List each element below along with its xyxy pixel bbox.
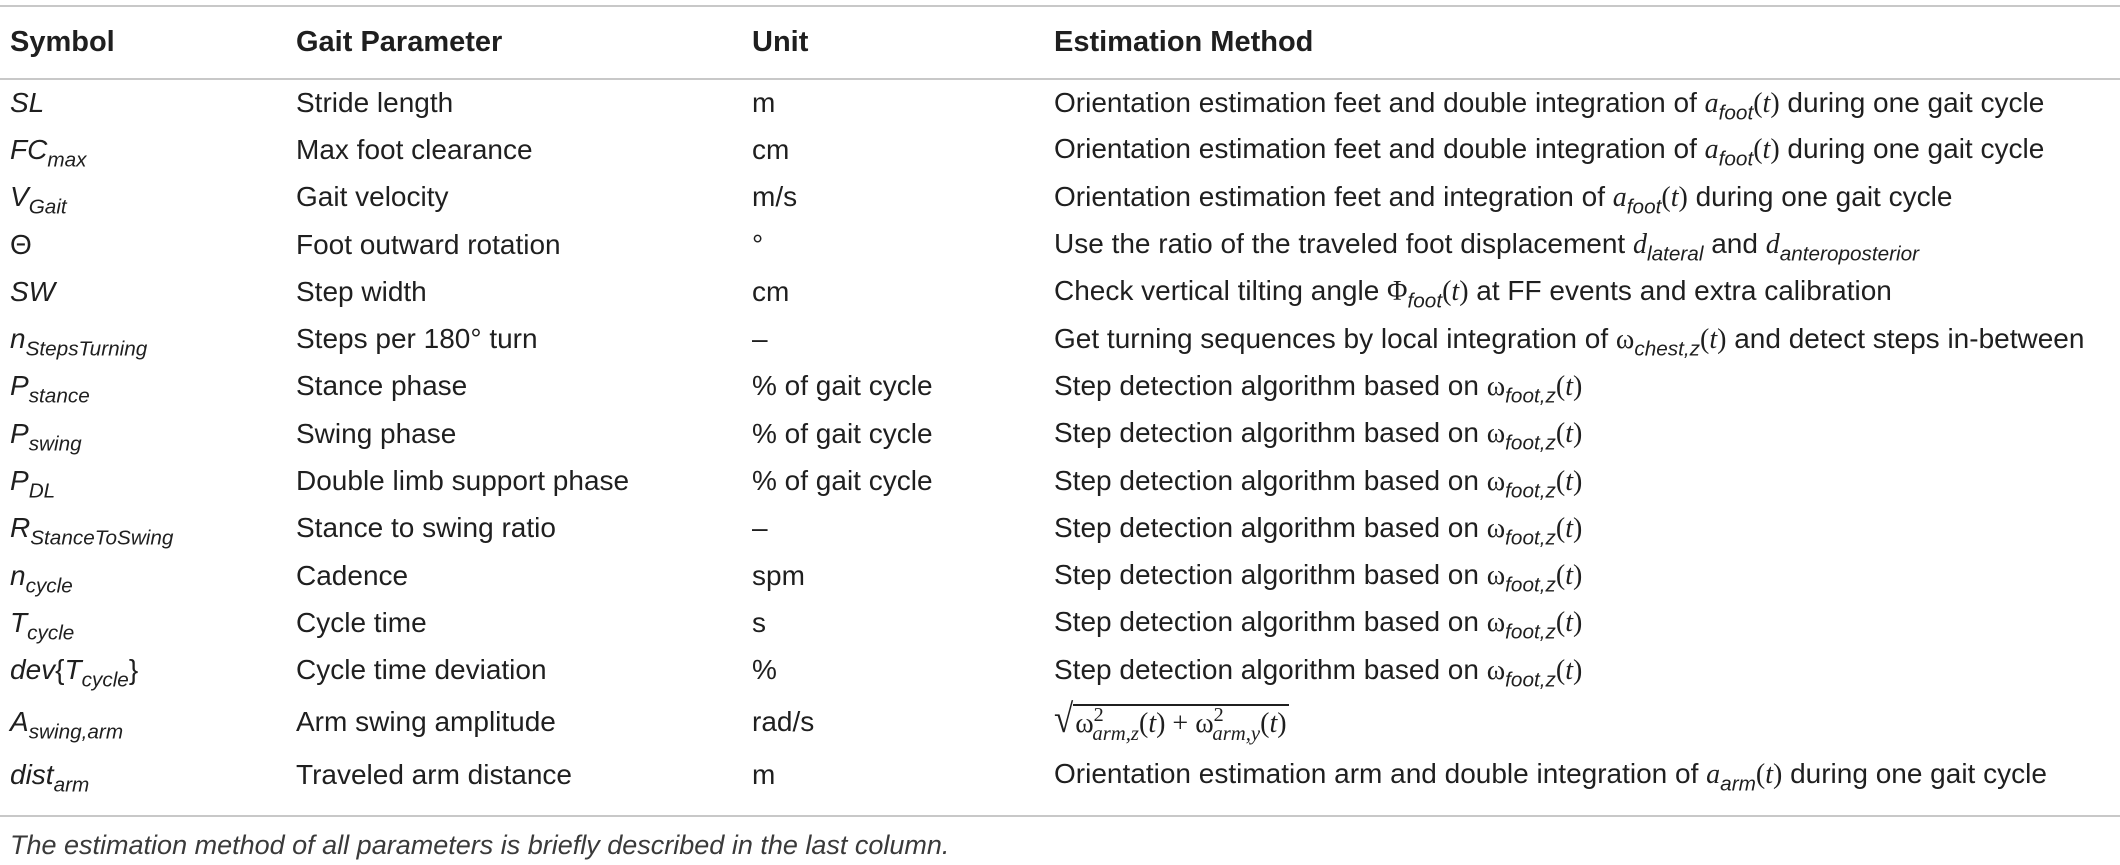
cell-unit: rad/s	[752, 706, 815, 738]
gait-parameter-table	[0, 5, 2120, 798]
header-gait-parameter: Gait Parameter	[296, 26, 503, 58]
table-row	[0, 79, 2120, 126]
cell-unit: –	[752, 512, 768, 544]
cell-symbol: $V_{Gait}$	[10, 181, 67, 219]
table-row	[0, 363, 2120, 410]
cell-estimation-method: Step detection algorithm based on $\omega_{foot,z}(t)$	[1054, 464, 1583, 502]
cell-estimation-method: Step detection algorithm based on $\omega_{foot,z}(t)$	[1054, 369, 1583, 408]
table-row	[0, 126, 2120, 173]
table-row	[0, 315, 2120, 362]
cell-unit: % of gait cycle	[752, 417, 933, 449]
cell-symbol: $dev\{T_{cycle}\}$	[10, 654, 139, 692]
cell-gait-parameter: Cycle time deviation	[296, 654, 547, 686]
table-row	[0, 457, 2120, 504]
cell-unit: m	[752, 87, 776, 119]
table-row	[0, 599, 2120, 646]
cell-symbol: $n_{cycle}$	[10, 559, 73, 597]
cell-symbol: $n_{StepsTurning}$	[10, 323, 148, 361]
table-footnote: The estimation method of all parameters is briefly described in the last column.	[10, 830, 950, 860]
cell-symbol: $P_{swing}$	[10, 417, 82, 455]
table-row	[0, 647, 2120, 694]
cell-estimation-method: Get turning sequences by local integration of $\omega_{chest,z}(t)$ and detect steps in-between	[1054, 322, 2085, 360]
table-row	[0, 410, 2120, 457]
cell-symbol: $P_{stance}$	[10, 370, 90, 408]
cell-unit: °	[752, 228, 764, 260]
cell-gait-parameter: Steps per 180° turn	[296, 323, 538, 355]
cell-gait-parameter: Gait velocity	[296, 181, 449, 213]
table-header-row	[0, 6, 2120, 79]
cell-estimation-method: Check vertical tilting angle $\Phi_{foot}(t)$ at FF events and extra calibration	[1054, 275, 1892, 313]
cell-unit: s	[752, 606, 766, 638]
cell-estimation-method: Orientation estimation arm and double integration of $a_{arm}(t)$ during one gait cycle	[1054, 758, 2047, 796]
table-row	[0, 505, 2120, 552]
cell-estimation-method: Use the ratio of the traveled foot displacement $d_{lateral}$ and $d_{anteroposterior}$	[1054, 228, 1920, 266]
table-body	[0, 79, 2120, 798]
table-row	[0, 268, 2120, 315]
cell-symbol: SW	[10, 275, 56, 307]
table-row	[0, 552, 2120, 599]
cell-estimation-method: Step detection algorithm based on $\omega_{foot,z}(t)$	[1054, 417, 1583, 455]
cell-gait-parameter: Stance to swing ratio	[296, 512, 556, 544]
cell-gait-parameter: Stride length	[296, 87, 454, 119]
cell-unit: m/s	[752, 181, 798, 213]
table-row	[0, 694, 2120, 751]
header-symbol: Symbol	[10, 26, 115, 58]
cell-estimation-method: Step detection algorithm based on $\omega_{foot,z}(t)$	[1054, 511, 1583, 550]
cell-gait-parameter: Stance phase	[296, 370, 468, 402]
cell-unit: cm	[752, 275, 790, 307]
cell-gait-parameter: Traveled arm distance	[296, 758, 572, 790]
table-row	[0, 751, 2120, 798]
cell-estimation-method: √ $\omega^2_{arm,z}(t) + \omega^2_{arm,y}(t)$	[1054, 696, 1287, 745]
cell-symbol: $R_{StanceToSwing}$	[10, 512, 174, 550]
gait-parameter-table-container	[0, 5, 2120, 798]
cell-unit: %	[752, 654, 777, 686]
cell-unit: spm	[752, 559, 805, 591]
cell-estimation-method: Step detection algorithm based on $\omega_{foot,z}(t)$	[1054, 559, 1583, 597]
cell-unit: cm	[752, 133, 790, 165]
cell-symbol: $A_{swing,arm}$	[10, 706, 124, 744]
table-row	[0, 174, 2120, 221]
cell-symbol: Θ	[10, 228, 32, 260]
cell-gait-parameter: Step width	[296, 275, 427, 307]
cell-gait-parameter: Swing phase	[296, 417, 457, 449]
cell-gait-parameter: Cycle time	[296, 606, 427, 638]
cell-estimation-method: Step detection algorithm based on $\omega_{foot,z}(t)$	[1054, 606, 1583, 644]
cell-symbol: dist$_{arm}$	[10, 758, 90, 796]
cell-symbol: $P_{DL}$	[10, 465, 56, 503]
cell-symbol: $FC_{max}$	[10, 133, 87, 172]
cell-unit: % of gait cycle	[752, 465, 933, 497]
cell-symbol: SL	[10, 87, 45, 119]
header-estimation-method: Estimation Method	[1054, 26, 1314, 58]
cell-gait-parameter: Double limb support phase	[296, 465, 630, 497]
cell-unit: m	[752, 758, 776, 790]
cell-unit: % of gait cycle	[752, 370, 933, 402]
cell-estimation-method: Step detection algorithm based on $\omega_{foot,z}(t)$	[1054, 653, 1583, 691]
cell-gait-parameter: Arm swing amplitude	[296, 706, 556, 738]
cell-unit: –	[752, 323, 768, 355]
table-row	[0, 221, 2120, 268]
cell-gait-parameter: Max foot clearance	[296, 133, 533, 165]
cell-gait-parameter: Foot outward rotation	[296, 228, 561, 260]
cell-gait-parameter: Cadence	[296, 559, 409, 591]
cell-estimation-method: Orientation estimation feet and double integration of $a_{foot}(t)$ during one gait cycle	[1054, 133, 2045, 171]
cell-symbol: $T_{cycle}$	[10, 606, 75, 645]
table-bottom-rule	[0, 815, 2120, 817]
cell-estimation-method: Orientation estimation feet and integration of $a_{foot}(t)$ during one gait cycle	[1054, 180, 1953, 218]
cell-estimation-method: Orientation estimation feet and double integration of $a_{foot}(t)$ during one gait cycle	[1054, 86, 2045, 124]
header-unit: Unit	[752, 26, 809, 58]
